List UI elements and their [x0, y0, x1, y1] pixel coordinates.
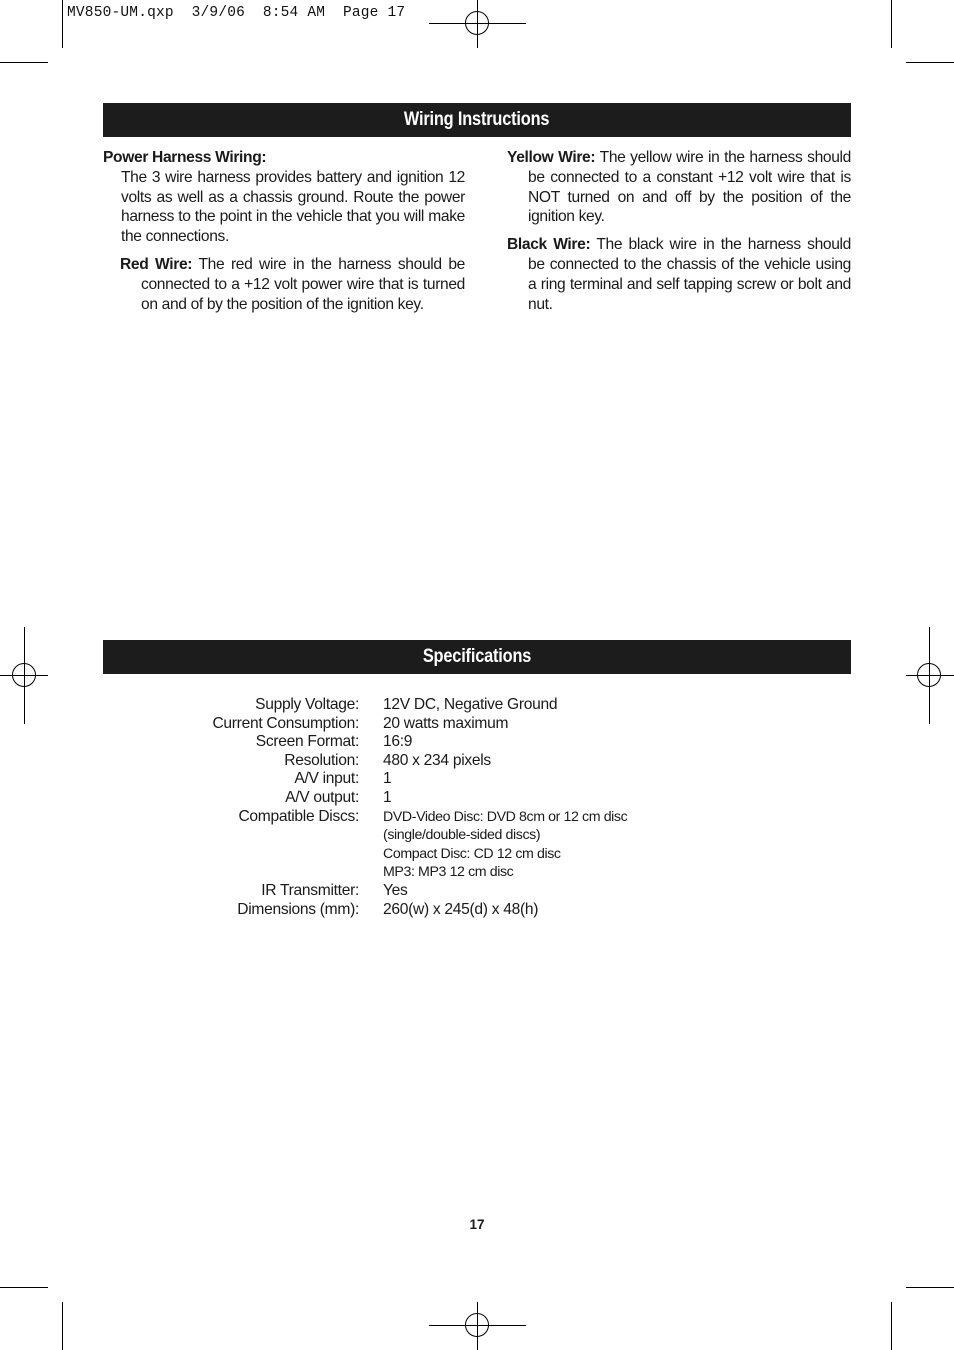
spec-value	[383, 808, 851, 882]
specifications-table	[103, 696, 851, 919]
page-number: 17	[469, 1217, 485, 1232]
red-wire-paragraph	[120, 255, 465, 314]
spec-value: Yes	[383, 881, 408, 899]
spec-value: 260(w) x 245(d) x 48(h)	[383, 900, 539, 918]
specifications-title: Specifications	[422, 646, 532, 667]
spec-value: 1	[383, 770, 392, 788]
spec-row-screen-format	[103, 733, 851, 752]
spec-value-line: MP3: MP3 12 cm disc	[383, 864, 514, 881]
yellow-wire-paragraph	[507, 148, 851, 227]
spec-value-line: Compact Disc: CD 12 cm disc	[383, 845, 561, 862]
red-wire-label: Red Wire:	[120, 255, 193, 273]
spec-row-current-consumption	[103, 715, 851, 734]
yellow-wire-text: The yellow wire in the harness should be connected to a constant +12 volt wire that is NOT turned on and off by the position of the ignition key.	[528, 149, 851, 226]
power-harness-text: The 3 wire harness provides battery and ignition 12 volts as well as a chassis ground. Route the power harness to the point in the vehicle that you will make the connections.	[121, 168, 465, 246]
black-wire-label: Black Wire:	[507, 236, 591, 254]
spec-label: Screen Format:	[255, 733, 359, 751]
printer-slug: MV850-UM.qxp 3/9/06 8:54 AM Page 17	[67, 5, 406, 21]
spec-value: 1	[383, 788, 392, 806]
spec-label: Current Consumption:	[212, 714, 359, 732]
spec-label: Compatible Discs:	[238, 807, 359, 825]
specifications-header	[103, 640, 851, 674]
spec-label: Supply Voltage:	[255, 696, 359, 713]
yellow-wire-label: Yellow Wire:	[507, 149, 596, 166]
spec-row-ir-transmitter	[103, 882, 851, 901]
spec-label: Resolution:	[284, 751, 359, 769]
spec-value: 16:9	[383, 733, 413, 751]
spec-label: A/V output:	[285, 788, 359, 806]
red-wire-text: The red wire in the harness should be connected to a +12 volt power wire that is turned on and of by the position of the ignition key.	[141, 255, 465, 313]
spec-row-resolution	[103, 752, 851, 771]
wiring-instructions-header	[103, 103, 851, 137]
spec-label: A/V input:	[294, 770, 359, 788]
spec-row-av-output	[103, 789, 851, 808]
spec-row-dimensions	[103, 901, 851, 920]
spec-value: 480 x 234 pixels	[383, 751, 491, 769]
spec-value: 20 watts maximum	[383, 714, 509, 732]
spec-row-supply-voltage	[103, 696, 851, 715]
wiring-right-column	[507, 148, 851, 314]
wiring-instructions-title: Wiring Instructions	[404, 109, 550, 130]
spec-label: IR Transmitter:	[261, 881, 359, 899]
spec-row-av-input	[103, 770, 851, 789]
spec-value: 12V DC, Negative Ground	[383, 696, 558, 713]
black-wire-paragraph	[507, 235, 851, 314]
black-wire-text: The black wire in the harness should be connected to the chassis of the vehicle using a ring terminal and self tapping screw or bolt and nut.	[528, 236, 851, 313]
spec-label: Dimensions (mm):	[237, 900, 359, 918]
wiring-left-column	[103, 148, 465, 314]
power-harness-heading: Power Harness Wiring:	[103, 149, 267, 166]
spec-value-line: DVD-Video Disc: DVD 8cm or 12 cm disc	[383, 808, 628, 825]
spec-value-line: (single/double-sided discs)	[383, 827, 541, 844]
spec-row-compatible-discs	[103, 808, 851, 882]
